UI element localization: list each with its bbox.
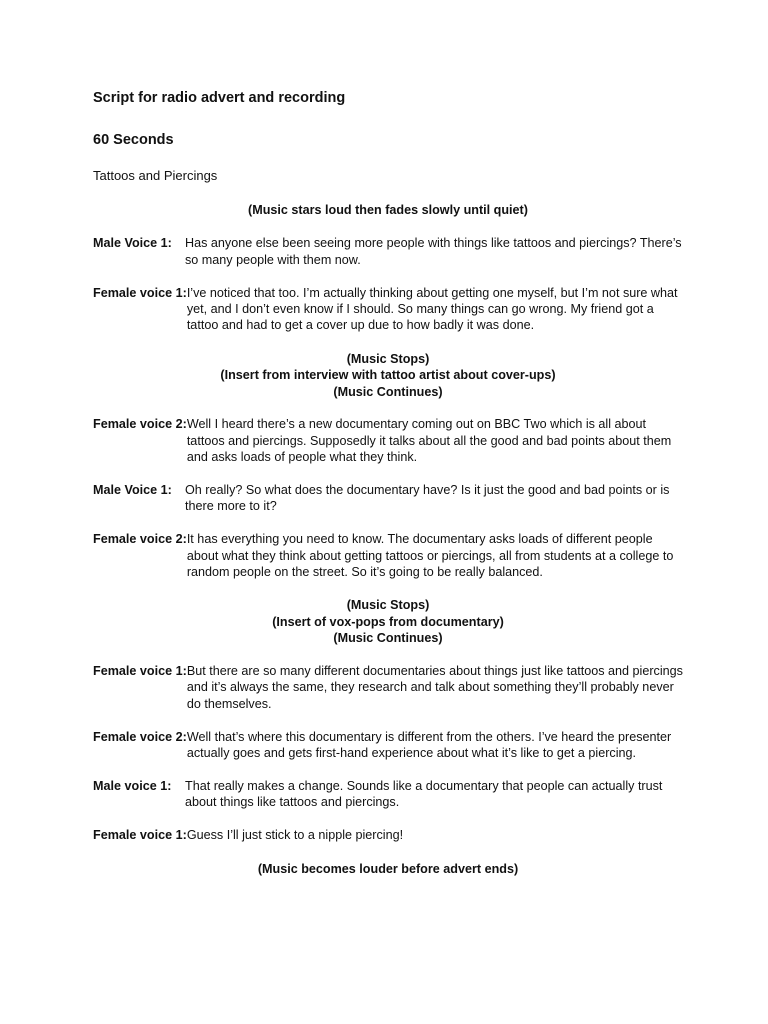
- stage-direction-line: (Insert from interview with tattoo artist about cover-ups): [220, 368, 556, 383]
- speaker-label: Female voice 2:: [93, 729, 187, 744]
- speech-text: But there are so many different documentaries about things just like tattoos and piercings and it’s always the same, they research and talk about something they’ll probably never do themselves.: [186, 664, 683, 711]
- speech-text: Well that’s where this documentary is different from the others. I’ve heard the presenter actually goes and gets first-hand experience about what it’s like to get a piercing.: [186, 729, 672, 761]
- script-line: [93, 778, 683, 811]
- speech-text: Has anyone else been seeing more people with things like tattoos and piercings? There’s so many people with them now.: [185, 236, 682, 267]
- speaker-label: Male voice 1:: [93, 778, 172, 793]
- speaker-label: Female voice 2:: [93, 532, 187, 547]
- speaker-label: Female voice 1:: [93, 664, 187, 679]
- script-line: [93, 827, 683, 843]
- script-line: [93, 235, 683, 268]
- stage-direction-voxpop-insert: [93, 597, 683, 646]
- stage-direction-line: (Music becomes louder before advert ends): [257, 861, 519, 876]
- stage-direction-line: (Music Continues): [333, 384, 443, 399]
- stage-direction-interview-insert: [93, 351, 683, 400]
- script-line: [93, 285, 683, 334]
- script-line: [93, 482, 683, 515]
- speech-text: Oh really? So what does the documentary have? Is it just the good and bad points or is there more to it?: [185, 483, 670, 514]
- script-line: [93, 663, 683, 712]
- stage-direction-line: (Music Stops): [346, 598, 430, 613]
- script-line: [93, 531, 683, 580]
- speaker-label: Female voice 1:: [93, 828, 187, 843]
- stage-direction-line: (Music Continues): [333, 631, 443, 646]
- speech-text: It has everything you need to know. The documentary asks loads of different people about what they think about getting tattoos or piercings, all from students at a college to random people on the street. So it’s going to be really balanced.: [186, 532, 674, 580]
- script-document: [93, 88, 683, 877]
- speaker-label: Male Voice 1:: [93, 483, 172, 498]
- stage-direction-line: (Insert of vox-pops from documentary): [272, 614, 504, 629]
- script-line: [93, 416, 683, 465]
- script-line: [93, 729, 683, 762]
- document-title: Script for radio advert and recording: [93, 90, 346, 106]
- speech-text: Guess I’ll just stick to a nipple piercing!: [186, 828, 404, 843]
- duration-heading: 60 Seconds: [93, 132, 174, 148]
- speaker-label: Female voice 1:: [93, 285, 187, 300]
- stage-direction-opening: [93, 202, 683, 218]
- stage-direction-closing: [93, 861, 683, 877]
- stage-direction-line: (Music Stops): [346, 351, 430, 366]
- speech-text: Well I heard there’s a new documentary coming out on BBC Two which is all about tattoos and piercings. Supposedly it talks about all the good and bad points about them and asks loads of people what they think.: [186, 417, 672, 465]
- speech-text: I’ve noticed that too. I’m actually thinking about getting one myself, but I’m not sure what yet, and I don’t even know if I should. So many things can go wrong. My friend got a tattoo and had to get a cover up due to how badly it was done.: [186, 285, 678, 333]
- speaker-label: Male Voice 1:: [93, 236, 172, 251]
- topic-label: Tattoos and Piercings: [93, 168, 218, 183]
- stage-direction-line: (Music stars loud then fades slowly until quiet): [248, 203, 528, 217]
- speaker-label: Female voice 2:: [93, 417, 187, 432]
- speech-text: That really makes a change. Sounds like a documentary that people can actually trust about things like tattoos and piercings.: [185, 778, 663, 810]
